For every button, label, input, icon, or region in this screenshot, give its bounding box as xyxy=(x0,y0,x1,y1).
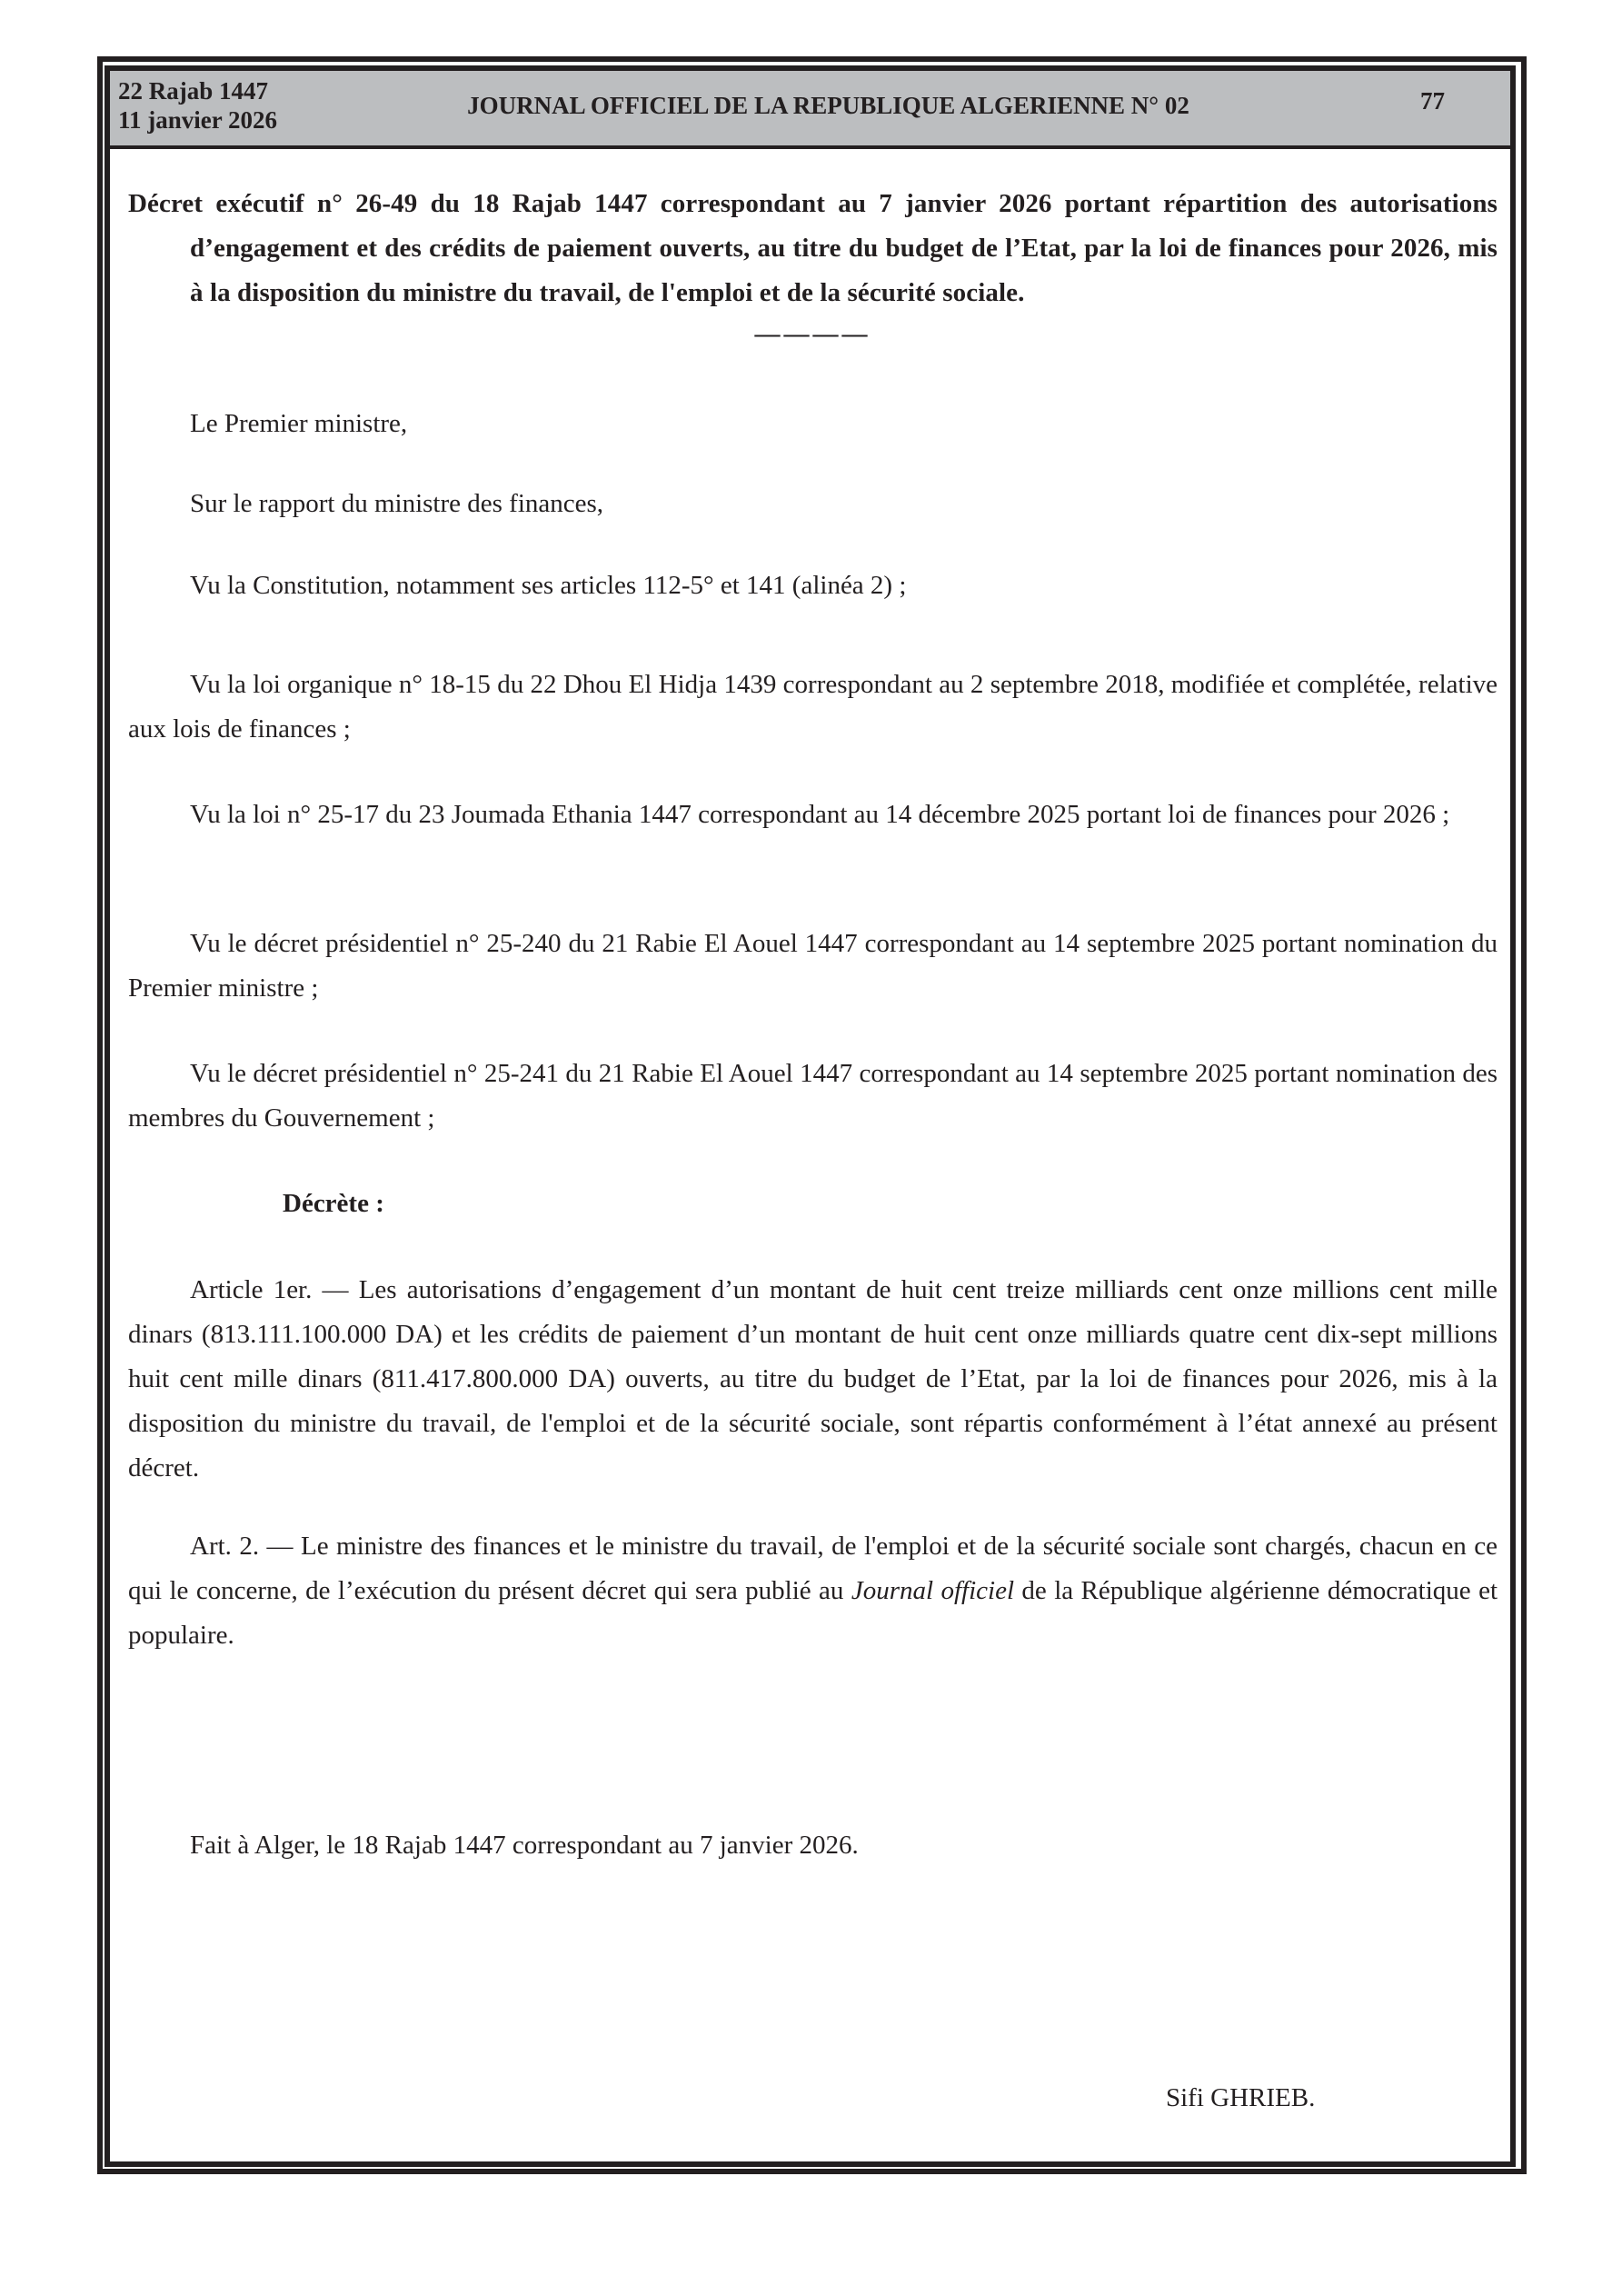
journal-officiel-italic: Journal officiel xyxy=(851,1576,1015,1605)
journal-header xyxy=(110,71,1510,149)
closing-statement: Fait à Alger, le 18 Rajab 1447 correspondant au 7 janvier 2026. xyxy=(190,1831,859,1860)
page-number: 77 xyxy=(1420,87,1445,115)
visa-decret-premier-ministre-block xyxy=(128,922,1498,1011)
article-1: Article 1er. — Les autorisations d’engagement d’un montant de huit cent treize milliards cent onze millions cent mille dinars (813.111.100.000 DA) et les crédits de paiement d’un montant de huit cent onze milliards quatre cent dix-sept millions huit cent mille dinars (811.417.800.000 DA) ouverts, au titre du budget de l’Etat, par la loi de finances pour 2026, mis à la disposition du ministre du travail, de l'emploi et de la sécurité sociale, sont répartis conformément à l’état annexé au présent décret. xyxy=(128,1275,1498,1482)
visa-item: Vu la Constitution, notamment ses articles 112-5° et 141 (alinéa 2) ; xyxy=(190,571,907,600)
decree-body xyxy=(128,182,1498,348)
decrete-label: Décrète : xyxy=(283,1189,384,1218)
article-2-block xyxy=(128,1524,1498,1658)
header-gregorian-date: 11 janvier 2026 xyxy=(118,106,277,134)
header-hijri-date: 22 Rajab 1447 xyxy=(118,77,269,105)
article-2-text-end: de la République algérienne démocratique et populaire. xyxy=(128,1576,1498,1650)
visa-constitution-block xyxy=(128,564,1498,608)
preamble-premier-ministre-block xyxy=(128,402,1498,446)
visa-item: Vu la loi n° 25-17 du 23 Joumada Ethania 1447 correspondant au 14 décembre 2025 portant loi de finances pour 2026 ; xyxy=(190,800,1450,829)
article-1-block xyxy=(128,1268,1498,1491)
signatory: Sifi GHRIEB. xyxy=(1166,2083,1316,2112)
visa-item: Vu le décret présidentiel n° 25-241 du 21 Rabie El Aouel 1447 correspondant au 14 septembre 2025 portant nomination des membres du Gouvernement ; xyxy=(128,1059,1498,1133)
decree-title: Décret exécutif n° 26-49 du 18 Rajab 1447 correspondant au 7 janvier 2026 portant répartition des autorisations d’engagement et des crédits de paiement ouverts, au titre du budget de l’Etat, par la loi de finances pour 2026, mis à la disposition du ministre du travail, de l'emploi et de la sécurité sociale. xyxy=(128,189,1498,307)
preamble-premier-ministre: Le Premier ministre, xyxy=(190,409,408,438)
visa-loi-finances-block xyxy=(128,793,1498,837)
closing-block xyxy=(128,1823,1498,1868)
visa-decret-gouvernement-block xyxy=(128,1052,1498,1141)
preamble-rapport-block xyxy=(128,482,1498,526)
visa-item: Vu la loi organique n° 18-15 du 22 Dhou El Hidja 1439 correspondant au 2 septembre 2018, modifiée et complétée, relative aux lois de finances ; xyxy=(128,670,1498,744)
visa-item: Vu le décret présidentiel n° 25-240 du 21 Rabie El Aouel 1447 correspondant au 14 septembre 2025 portant nomination du Premier ministre ; xyxy=(128,929,1498,1003)
visa-loi-organique-block xyxy=(128,663,1498,752)
preamble-rapport: Sur le rapport du ministre des finances, xyxy=(190,489,604,518)
title-separator: ———— xyxy=(754,320,871,348)
article-2 xyxy=(128,1524,1498,1658)
article-2-text-start: Art. 2. — Le ministre des finances et le ministre du travail, de l'emploi et de la sécurité sociale sont chargés, chacun en ce qui le concerne, de l’exécution du présent décret qui sera publié au xyxy=(128,1532,1498,1605)
journal-title: JOURNAL OFFICIEL DE LA REPUBLIQUE ALGERIENNE N° 02 xyxy=(467,92,1189,119)
decrete-label-block xyxy=(128,1182,1498,1226)
